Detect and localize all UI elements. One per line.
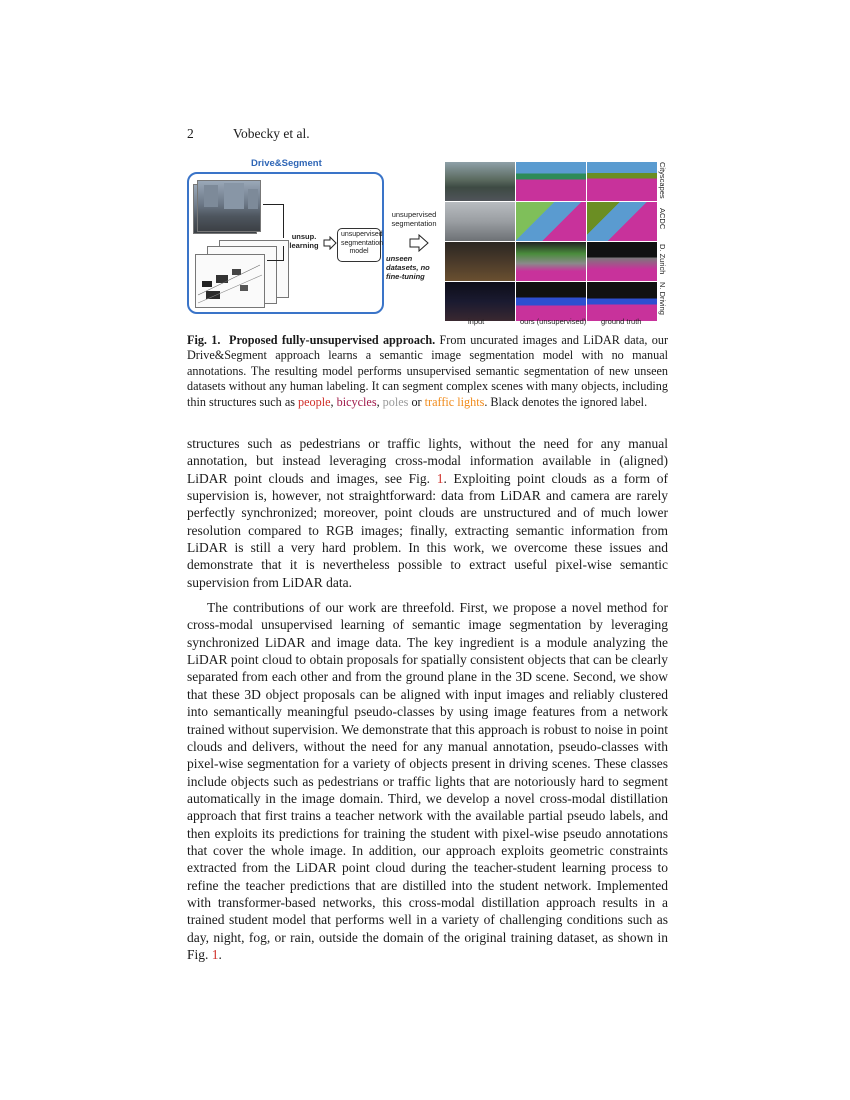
unsup-learning-label: unsup. learning [289,232,319,250]
p1-text-b: . Exploiting point clouds as a form of supervision is, however, not straightforward: data from LiDAR and camera are rarely perfectly synchronized; moreover, point clouds are unstructured and of much lower resolution compared to RGB images; finally, extracting semantic information from LiDAR is still a very hard problem. In this work, we overcome these issues and demonstrate that it is nevertheless possible to extract useful pixel-wise semantic supervision from LiDAR data. [187,470,668,590]
unseen-datasets-label: unseen datasets, no fine-tuning [386,254,430,281]
unsup-segmentation-label: unsupervised segmentation [391,210,437,228]
ndriving-input [445,282,515,321]
caption-poles: poles [382,394,409,409]
acdc-input [445,202,515,241]
caption-title: Proposed fully-unsupervised approach. [229,333,436,347]
output-arrow-icon [409,234,429,252]
segmentation-model-box: unsupervised segmentation model [337,228,381,262]
drive-segment-title: Drive&Segment [251,158,322,169]
cityscapes-input [445,162,515,201]
figure-ref-link[interactable]: 1 [436,470,444,486]
drive-segment-box [187,172,384,314]
lidar-scan-front [195,254,265,308]
street-photo-front [197,180,261,232]
page-number: 2 [187,126,194,141]
figure-ref-link[interactable]: 1 [211,946,219,962]
running-header [187,126,310,142]
caption-label: Fig. 1. [187,333,221,347]
caption-people: people [298,394,331,409]
connector-vertical-bottom [283,246,284,261]
ndriving-ours [516,282,586,321]
connector-bottom [267,260,283,261]
row-label-ndriving: N. Driving [658,282,667,315]
figure-caption: Fig. 1. Proposed fully-unsupervised approach. From uncurated images and LiDAR data, our Drive&Segment approach learns a semantic image segmentation model with no manual annotations. The resulting model performs unsupervised semantic segmentation of new unseen datasets without any human labeling. It can segment complex scenes with many objects, including thin structures such as people, bicycles, poles or traffic lights. Black denotes the ignored label. [187,333,669,409]
caption-text-2: . Black denotes the ignored label. [484,394,648,409]
caption-traffic-lights: traffic lights [424,394,485,409]
caption-text-1: From uncurated images and LiDAR data, our Drive&Segment approach learns a semantic image segmentation model with no manual annotations. The resulting model performs unsupervised semantic segmentation of new unseen datasets without any human labeling. It can segment complex scenes with many objects, including thin structures such as [187,333,669,409]
cityscapes-ours [516,162,586,201]
paragraph-2 [187,599,668,963]
paragraph-1 [187,435,668,591]
col-label-gt: ground truth [601,317,642,326]
acdc-gt [587,202,657,241]
row-label-cityscapes: Cityscapes [658,162,667,199]
point-cloud-graphic [196,255,264,307]
figure-1 [187,158,667,328]
results-grid [445,158,667,326]
p2-text-b: . [218,946,222,962]
caption-bicycles: bicycles [336,394,377,409]
col-label-input: input [468,317,485,326]
p1-text-a: structures such as pedestrians or traffic lights, without the need for any manual annotation, but instead leveraging cross-modal information available in (aligned) LiDAR point clouds and images, see Fig. [187,436,668,486]
row-label-acdc: ACDC [658,208,667,230]
running-title: Vobecky et al. [233,126,310,141]
learning-arrow-icon [323,236,337,250]
dzurich-ours [516,242,586,281]
connector-top [263,204,283,205]
body-text [187,435,668,963]
ndriving-gt [587,282,657,321]
row-label-dzurich: D. Zurich [658,244,667,275]
p2-text-a: The contributions of our work are threefold. First, we propose a novel method for cross-modal unsupervised learning of semantic image segmentation by leveraging synchronized LiDAR and image data. The key ingredient is a module analyzing the LiDAR point cloud to obtain proposals for spatially consistent objects that can be clearly separated from each other and from the ground plane in the 3D scene. Second, we show that these 3D object proposals can be aligned with input images and reliably clustered into semantically meaningful pseudo-classes by using image features from a network trained without supervision. We demonstrate that this approach is robust to noise in point clouds and delivers, without the need for any manual annotation, pseudo-classes with pixel-wise segmentation for a variety of objects present in driving scenes. These classes include objects such as pedestrians or traffic lights that are notoriously hard to segment automatically in the image domain. Third, we develop a novel cross-modal distillation approach that first trains a teacher network with the available partial pseudo labels, and then exploits its predictions for training the student with pixel-wise pseudo annotations that cover the whole image. In addition, our approach exploits geometric constraints extracted from the LiDAR point cloud during the teacher-student learning process to refine the teacher predictions that are distilled into the student network. Implemented with transformer-based networks, this cross-modal distillation approach results in a trained student model that performs well in a variety of challenging conditions such as day, night, fog, or rain, outside the domain of the original training dataset, as shown in Fig. [187,600,668,962]
col-label-ours: ours (unsupervised) [520,317,587,326]
connector-vertical-top [283,204,284,238]
dzurich-gt [587,242,657,281]
acdc-ours [516,202,586,241]
caption-or: or [411,394,422,409]
cityscapes-gt [587,162,657,201]
dzurich-input [445,242,515,281]
